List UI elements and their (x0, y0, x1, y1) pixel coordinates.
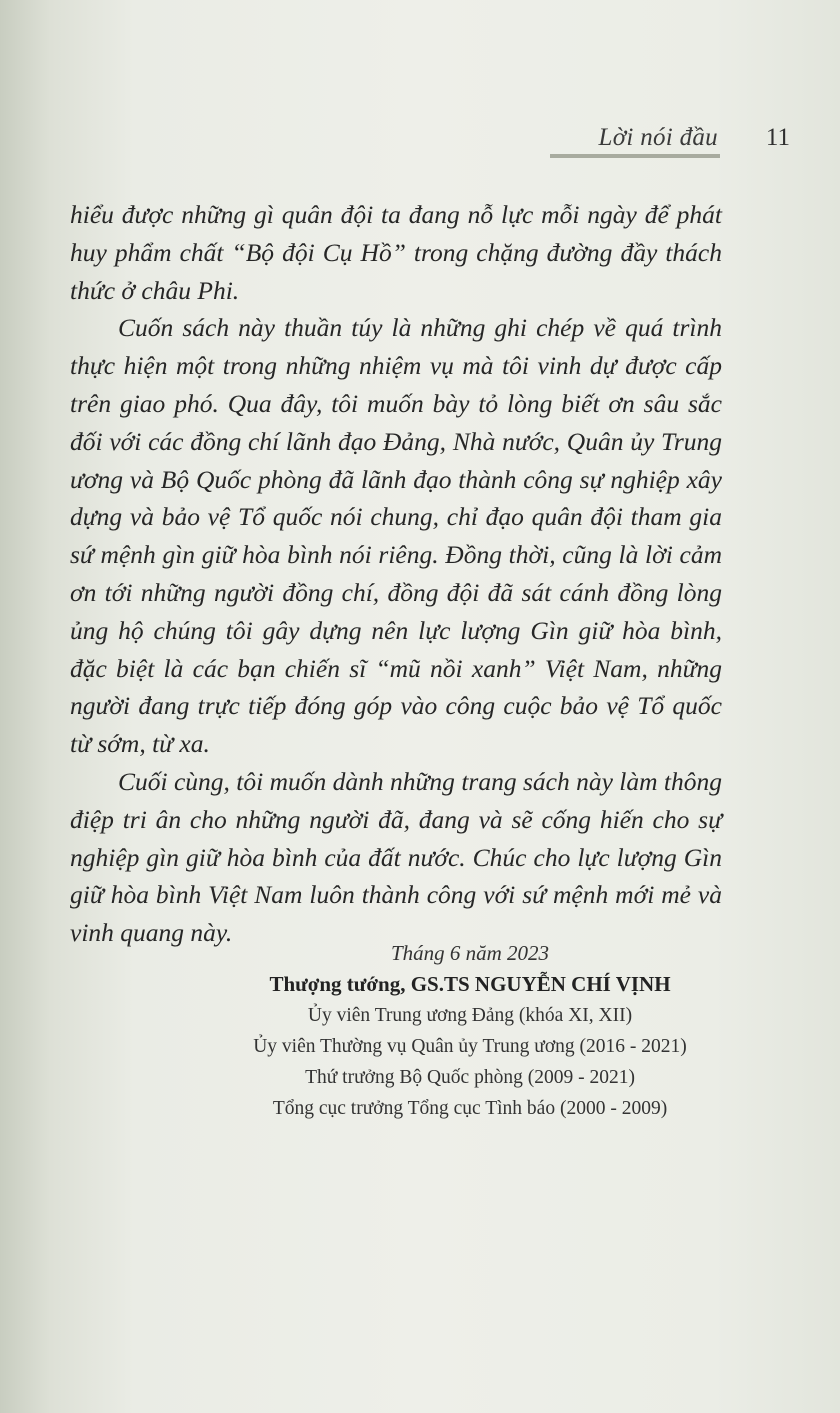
running-header (0, 118, 840, 158)
header-rule (550, 154, 720, 158)
page-number: 11 (765, 124, 790, 151)
signature-title: Thứ trưởng Bộ Quốc phòng (2009 - 2021) (305, 1067, 635, 1088)
signature-date: Tháng 6 năm 2023 (390, 941, 550, 965)
paragraph: Cuối cùng, tôi muốn dành những trang sách này làm thông điệp tri ân cho những người đã, đang và sẽ cống hiến cho sự nghiệp gìn giữ hòa bình của đất nước. Chúc cho lực lượng Gìn giữ hòa bình Việt Nam luôn thành công với sứ mệnh mới mẻ và vinh quang này. (70, 766, 722, 948)
body-text (70, 196, 722, 952)
section-title: Lời nói đầu (598, 124, 718, 151)
paragraph-continued: hiểu được những gì quân đội ta đang nỗ lực mỗi ngày để phát huy phẩm chất “Bộ đội Cụ Hồ” trong chặng đường đầy thách thức ở châu Phi. (70, 200, 722, 305)
paragraph: Cuốn sách này thuần túy là những ghi chép về quá trình thực hiện một trong những nhiệm vụ mà tôi vinh dự được cấp trên giao phó. Qua đây, tôi muốn bày tỏ lòng biết ơn sâu sắc đối với các đồng chí lãnh đạo Đảng, Nhà nước, Quân ủy Trung ương và Bộ Quốc phòng đã lãnh đạo thành công sự nghiệp xây dựng và bảo vệ Tổ quốc nói chung, chỉ đạo quân đội tham gia sứ mệnh gìn giữ hòa bình nói riêng. Đồng thời, cũng là lời cảm ơn tới những người đồng chí, đồng đội đã sát cánh đồng lòng ủng hộ chúng tôi gây dựng nên lực lượng Gìn giữ hòa bình, đặc biệt là các bạn chiến sĩ “mũ nồi xanh” Việt Nam, những người đang trực tiếp đóng góp vào công cuộc bảo vệ Tổ quốc từ sớm, từ xa. (70, 313, 722, 759)
signature-title: Ủy viên Trung ương Đảng (khóa XI, XII) (307, 1005, 633, 1026)
signature-name: Thượng tướng, GS.TS NGUYỄN CHÍ VỊNH (269, 972, 671, 996)
signature-block (200, 938, 740, 1124)
signature-title: Ủy viên Thường vụ Quân ủy Trung ương (2016 - 2021) (253, 1036, 687, 1057)
signature-title: Tổng cục trưởng Tổng cục Tình báo (2000 - 2009) (272, 1098, 668, 1119)
